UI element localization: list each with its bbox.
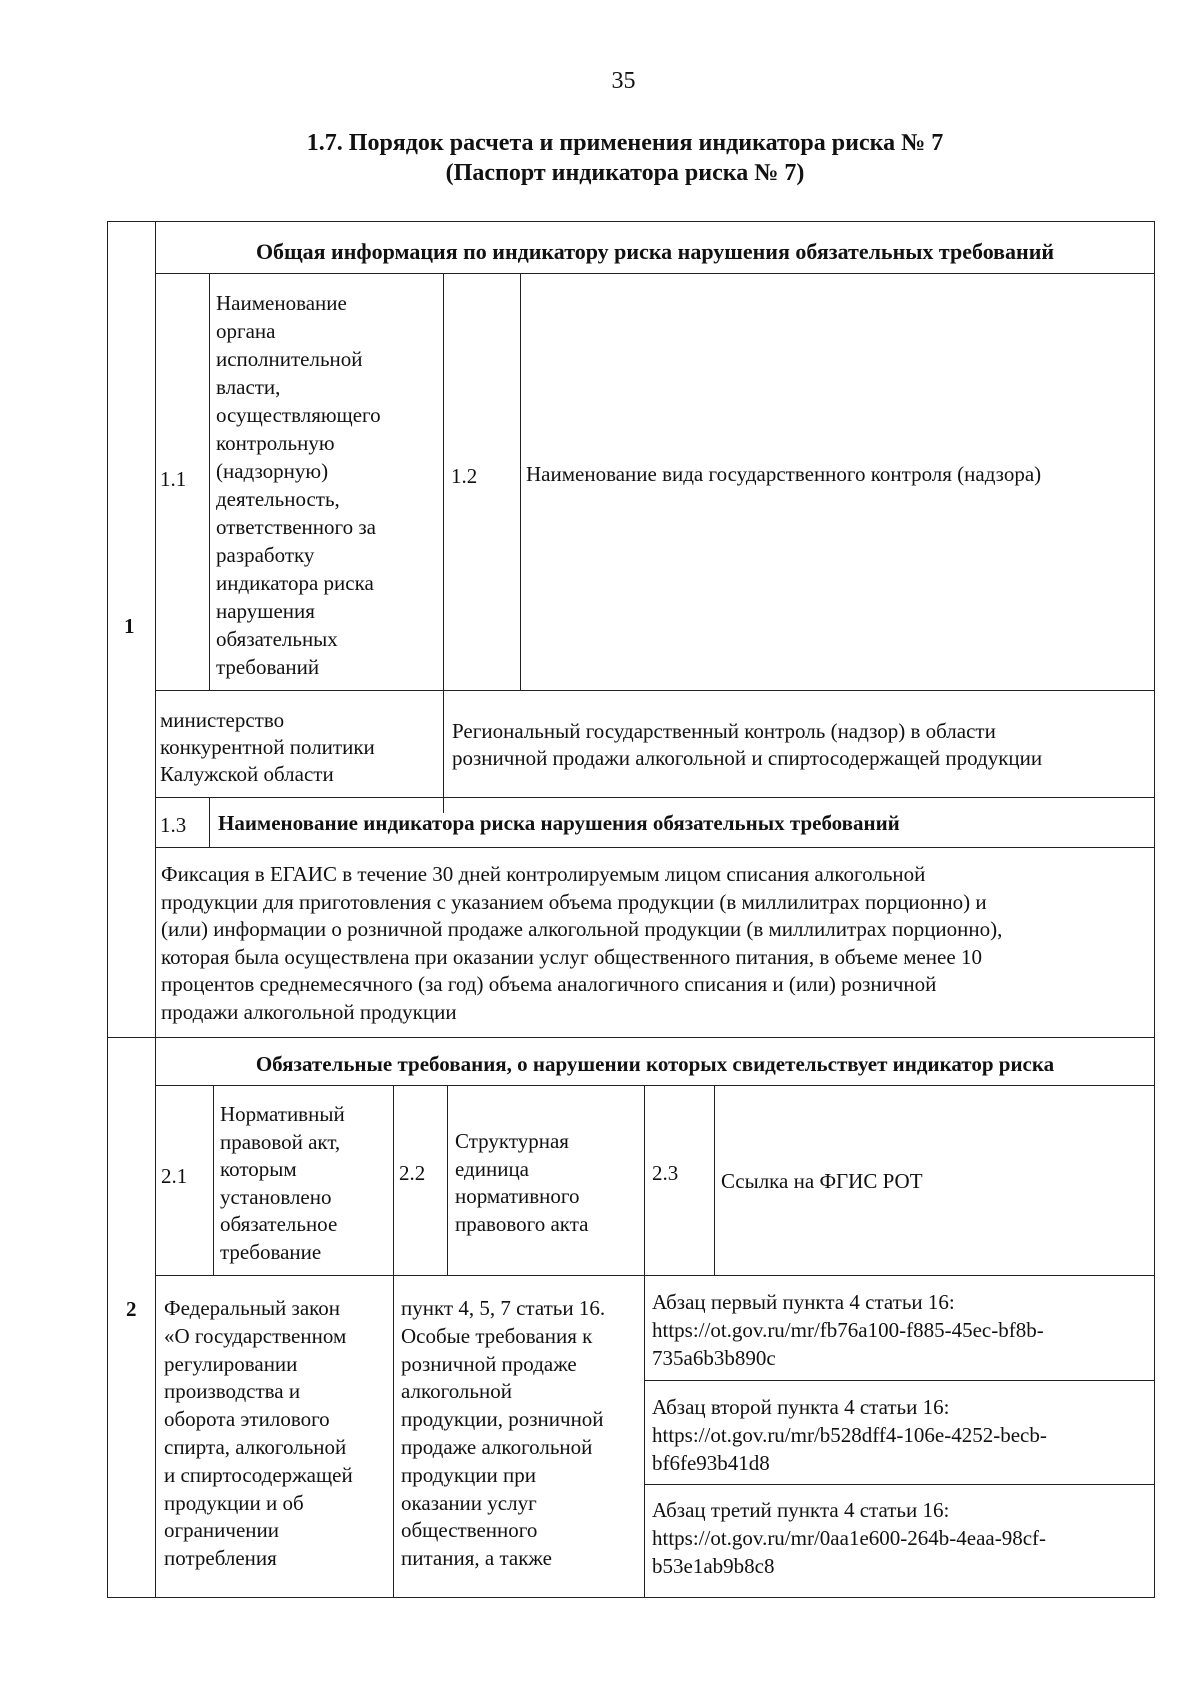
fgis-rot-link[interactable]: https://ot.gov.ru/mr/fb76a100-f885-45ec-bf8b- [652,1318,1044,1342]
item-2-3-label: Ссылка на ФГИС РОТ [721,1169,923,1193]
item-2-2-number: 2.2 [399,1161,426,1185]
section2-header: Обязательные требования, о нарушении которых свидетельствует индикатор риска [255,1052,1055,1076]
link-cell-3 [652,1496,1152,1580]
fgis-rot-link[interactable]: https://ot.gov.ru/mr/b528dff4-106e-4252-becb- [652,1423,1047,1447]
section1-header: Общая информация по индикатору риска нарушения обязательных требований [255,239,1055,264]
item-2-3-number: 2.3 [652,1161,679,1185]
divider [155,847,1155,848]
divider [209,797,210,847]
fgis-rot-link-continuation[interactable]: 735a6b3b890c [652,1346,776,1370]
value-2-1: Федеральный закон «О государственном регулировании производства и оборота этилового спирта, алкогольной и спиртосодержащей продукции и об ограничении потребления [164,1296,353,1571]
divider [155,1275,1155,1276]
fgis-rot-link[interactable]: https://ot.gov.ru/mr/0aa1e600-264b-4eaa-98cf- [652,1526,1047,1550]
divider [155,1085,1155,1086]
item-1-3-number: 1.3 [160,813,187,837]
divider [520,273,521,690]
row-number-column-divider [155,221,156,1598]
fgis-rot-link-continuation[interactable]: b53e1ab9b8c8 [652,1554,775,1578]
divider [155,690,1155,691]
value-2-2: пункт 4, 5, 7 статьи 16. Особые требования к розничной продаже алкогольной продукции, розничной продаже алкогольной продукции при оказании услуг общественного питания, а также [401,1296,606,1571]
page-title [60,128,1190,188]
value-1-1: министерство конкурентной политики Калужской области [160,708,375,786]
divider [644,1380,1155,1381]
divider [443,273,444,813]
page-number: 35 [611,68,636,94]
section1-row-number: 1 [124,614,135,638]
fgis-rot-link-continuation[interactable]: bf6fe93b41d8 [652,1451,770,1475]
item-2-2-label: Структурная единица нормативного правового акта [455,1129,589,1236]
item-1-2-number: 1.2 [451,464,478,488]
item-2-1-number: 2.1 [161,1164,188,1188]
link-caption: Абзац первый пункта 4 статьи 16: [652,1290,955,1314]
divider [155,797,1155,798]
title-line-2: (Паспорт индикатора риска № 7) [445,160,805,186]
value-1-3: Фиксация в ЕГАИС в течение 30 дней контролируемым лицом списания алкогольной продукции для приготовления с указанием объема продукции (в миллилитрах порционно) и (или) информации о розничной продаже алкогольной продукции (в миллилитрах порционно), которая была осуществлена при оказании услуг общественного питания, в объеме менее 10 процентов среднемесячного (за год) объема аналогичного списания и (или) розничной продажи алкогольной продукции [161,862,1003,1024]
divider [155,273,1155,274]
divider [209,273,210,690]
item-1-1-number: 1.1 [160,467,187,491]
title-line-1: 1.7. Порядок расчета и применения индикатора риска № 7 [306,130,944,156]
value-1-2: Региональный государственный контроль (надзор) в области розничной продажи алкогольной и спиртосодержащей продукции [452,719,1043,770]
divider [714,1085,715,1275]
section-divider [107,1037,1155,1038]
item-2-1-label: Нормативный правовой акт, которым установлено обязательное требование [220,1102,345,1264]
divider [644,1484,1155,1485]
divider [213,1085,214,1275]
item-1-3-label: Наименование индикатора риска нарушения обязательных требований [218,811,900,835]
section2-row-number: 2 [126,1297,137,1321]
item-1-2-label: Наименование вида государственного контроля (надзора) [526,462,1042,486]
link-caption: Абзац второй пункта 4 статьи 16: [652,1395,950,1419]
link-caption: Абзац третий пункта 4 статьи 16: [652,1498,950,1522]
item-1-1-label: Наименование органа исполнительной власти, осуществляющего контрольную (надзорную) деятельность, ответственного за разработку индикатора риска нарушения обязательных требований [216,291,381,679]
link-cell-1 [652,1288,1152,1372]
link-cell-2 [652,1393,1152,1477]
divider [447,1085,448,1275]
